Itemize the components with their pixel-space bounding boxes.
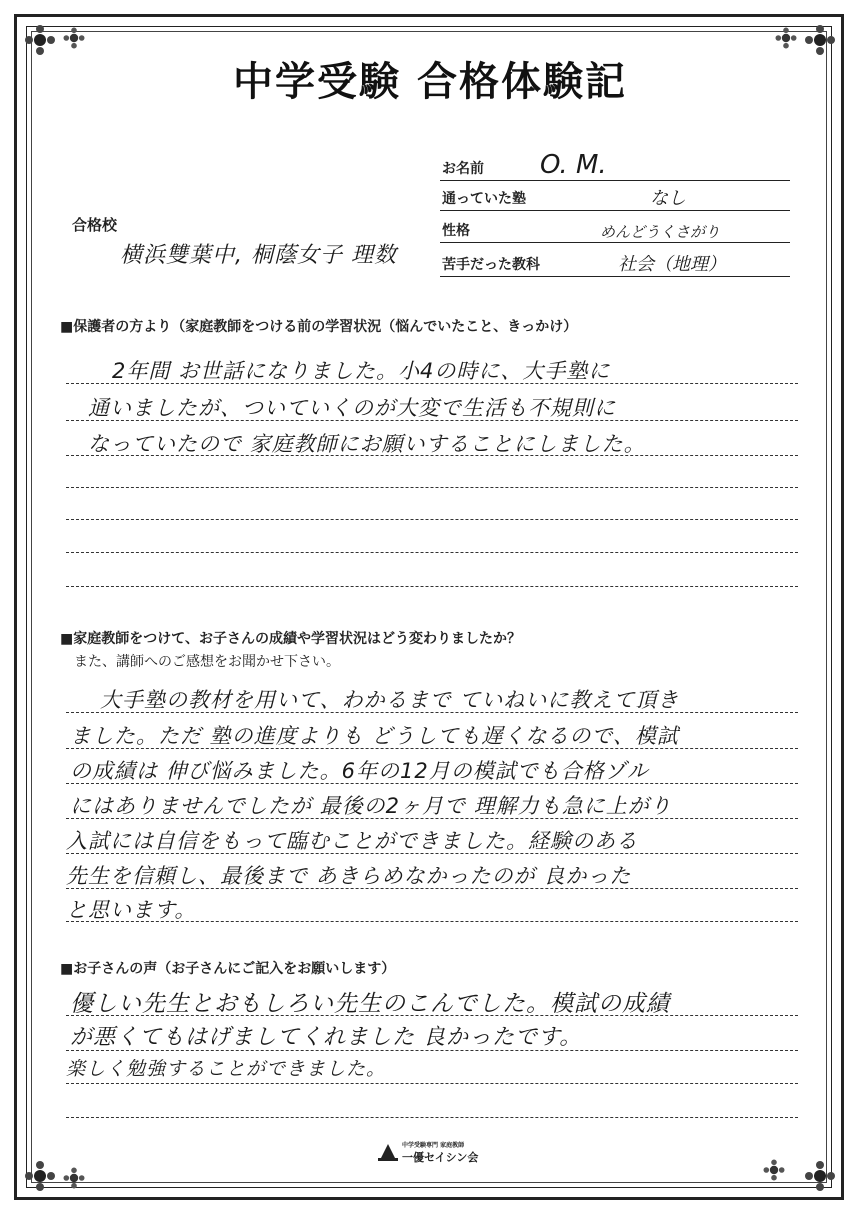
flower-ornament-icon — [800, 1156, 840, 1196]
handwritten-line: 大手塾の教材を用いて、わかるまで ていねいに教えて頂き — [100, 688, 680, 712]
ruled-line — [66, 552, 798, 553]
ruled-line — [66, 487, 798, 488]
cram-value: なし — [650, 188, 686, 209]
weak-subject-row — [440, 254, 790, 277]
personality-row — [440, 220, 790, 243]
cram-row — [440, 188, 790, 211]
weak-subject-value: 社会（地理） — [618, 254, 726, 275]
section1-heading: ■保護者の方より（家庭教師をつける前の学習状況（悩んでいたこと、きっかけ） — [60, 319, 578, 335]
weak-subject-label: 苦手だった教科 — [442, 257, 540, 273]
handwritten-line: ました。ただ 塾の進度よりも どうしても遅くなるので、模試 — [70, 724, 679, 748]
logo-name: 一優セイシン会 — [402, 1151, 479, 1164]
company-logo — [378, 1140, 498, 1166]
name-row — [440, 150, 790, 181]
ruled-line — [66, 586, 798, 587]
flower-ornament-icon — [772, 24, 800, 52]
section2-heading: ■家庭教師をつけて、お子さんの成績や学習状況はどう変わりましたか？ — [60, 631, 521, 647]
personality-label: 性格 — [442, 223, 470, 239]
ruled-line — [66, 1083, 798, 1084]
flower-ornament-icon — [20, 1156, 60, 1196]
flower-ornament-icon — [760, 1156, 788, 1184]
handwritten-line: にはありませんでしたが 最後の2ヶ月で 理解力も急に上がり — [70, 794, 672, 818]
school-value: 横浜雙葉中, 桐蔭女子 理数 — [120, 243, 397, 268]
handwritten-line: が悪くてもはげましてくれました 良かったです。 — [70, 1025, 583, 1050]
personality-value: めんどうくさがり — [600, 223, 721, 241]
flower-ornament-icon — [60, 24, 88, 52]
section3-heading: ■お子さんの声（お子さんにご記入をお願いします） — [60, 961, 396, 977]
handwritten-line: 入試には自信をもって臨むことができました。経験のある — [66, 829, 638, 853]
handwritten-line: 楽しく勉強することができました。 — [66, 1058, 387, 1080]
handwritten-line: と思います。 — [66, 898, 197, 922]
handwritten-line: の成績は 伸び悩みました。6年の12月の模試でも合格ゾル — [70, 759, 649, 783]
handwritten-line: 通いましたが、ついていくのが大変で生活も不規則に — [88, 396, 616, 420]
cram-label: 通っていた塾 — [442, 191, 526, 207]
logo-subtitle: 中学受験専門 家庭教師 — [402, 1142, 465, 1149]
name-value: O. M. — [540, 150, 607, 180]
handwritten-line: 優しい先生とおもしろい先生のこんでした。模試の成績 — [70, 991, 670, 1017]
ruled-line — [66, 519, 798, 520]
name-label: お名前 — [442, 161, 484, 177]
page-title: 中学受験 合格体験記 — [233, 58, 627, 105]
ruled-line — [66, 1117, 798, 1118]
handwritten-line: 先生を信頼し、最後まで あきらめなかったのが 良かった — [66, 864, 632, 888]
handwritten-line: なっていたので 家庭教師にお願いすることにしました。 — [88, 432, 646, 456]
logo-mark-icon — [378, 1142, 398, 1162]
school-label: 合格校 — [72, 216, 118, 234]
flower-ornament-icon — [60, 1164, 88, 1192]
section2-subheading: また、講師へのご感想をお聞かせ下さい。 — [60, 654, 340, 670]
handwritten-line: 2年間 お世話になりました。小4の時に、大手塾に — [112, 359, 611, 383]
